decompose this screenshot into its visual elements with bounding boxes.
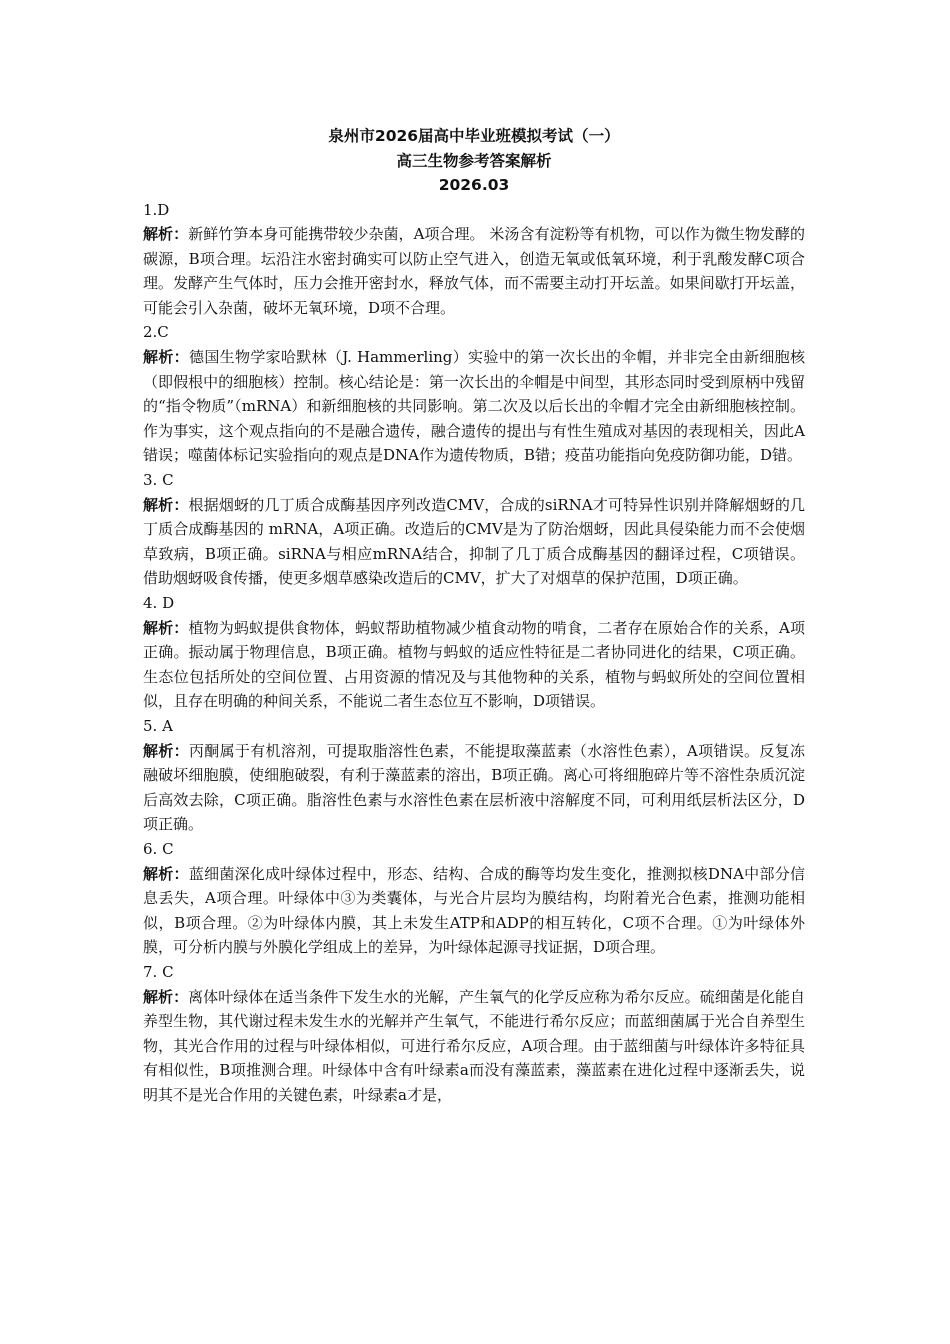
analysis-label: 解析： — [143, 987, 189, 1006]
document-title-line1: 泉州市2026届高中毕业班模拟考试（一） — [328, 127, 620, 145]
question-5 — [143, 714, 805, 837]
question-6 — [143, 837, 805, 960]
analysis-label: 解析： — [143, 741, 189, 760]
analysis-text-5: 丙酮属于有机溶剂，可提取脂溶性色素，不能提取藻蓝素（水溶性色素），A项错误。反复冻融破坏细胞膜，使细胞破裂，有利于藻蓝素的溶出，B项正确。离心可将细胞碎片等不溶性杂质沉淀后高效去除，C项正确。脂溶性色素与水溶性色素在层析液中溶解度不同，可利用纸层析法区分，D项正确。 — [143, 741, 805, 834]
question-3 — [143, 468, 805, 591]
analysis-5 — [143, 739, 805, 837]
answer-5: 5. A — [143, 716, 173, 735]
document-title-line2: 高三生物参考答案解析 — [396, 151, 552, 170]
analysis-label: 解析： — [143, 618, 189, 637]
question-7 — [143, 960, 805, 1108]
analysis-3 — [143, 493, 805, 591]
question-2 — [143, 320, 805, 468]
question-1 — [143, 198, 805, 321]
analysis-2 — [143, 345, 805, 468]
analysis-text-7: 离体叶绿体在适当条件下发生水的光解，产生氧气的化学反应称为希尔反应。硫细菌是化能自养型生物，其代谢过程未发生水的光解并产生氧气，不能进行希尔反应；而蓝细菌属于光合自养型生物，其光合作用的过程与叶绿体相似，可进行希尔反应，A项合理。由于蓝细菌与叶绿体许多特征具有相似性，B项推测合理。叶绿体中含有叶绿素a而没有藻蓝素，藻蓝素在进化过程中逐渐丢失，说明其不是光合作用的关键色素，叶绿素a才是， — [143, 987, 805, 1104]
analysis-label: 解析： — [143, 864, 189, 883]
analysis-label: 解析： — [143, 495, 189, 514]
analysis-label: 解析： — [143, 225, 189, 244]
answer-1: 1.D — [143, 200, 170, 219]
answer-2: 2.C — [143, 323, 169, 342]
analysis-text-6: 蓝细菌深化成叶绿体过程中，形态、结构、合成的酶等均发生变化，推测拟核DNA中部分信息丢失，A项合理。叶绿体中③为类囊体，与光合片层均为膜结构，均附着光合色素，推测功能相似，B项合理。②为叶绿体内膜，其上未发生ATP和ADP的相互转化，C项不合理。①为叶绿体外膜，可分析内膜与外膜化学组成上的差异，为叶绿体起源寻找证据，D项合理。 — [143, 864, 805, 957]
analysis-4 — [143, 616, 805, 714]
analysis-text-2: 德国生物学家哈默林（J. Hammerling）实验中的第一次长出的伞帽，并非完全由新细胞核（即假根中的细胞核）控制。核心结论是：第一次长出的伞帽是中间型，其形态同时受到原柄中残留的“指令物质”（mRNA）和新细胞核的共同影响。第二次及以后长出的伞帽才完全由新细胞核控制。作为事实，这个观点指向的不是融合遗传，融合遗传的提出与有性生殖成对基因的表现相关，因此A错误；噬菌体标记实验指向的观点是DNA作为遗传物质，B错；疫苗功能指向免疫防御功能，D错。 — [143, 348, 805, 465]
question-4 — [143, 591, 805, 714]
analysis-text-4: 植物为蚂蚁提供食物体，蚂蚁帮助植物减少植食动物的啃食，二者存在原始合作的关系，A项正确。振动属于物理信息，B项正确。植物与蚂蚁的适应性特征是二者协同进化的结果，C项正确。生态位包括所处的空间位置、占用资源的情况及与其他物种的关系，植物与蚂蚁所处的空间位置相似，且存在明确的种间关系，不能说二者生态位互不影响，D项错误。 — [143, 618, 805, 711]
analysis-7 — [143, 985, 805, 1108]
answer-7: 7. C — [143, 962, 174, 981]
answer-4: 4. D — [143, 594, 175, 612]
analysis-6 — [143, 862, 805, 960]
answer-3: 3. C — [143, 471, 174, 490]
analysis-text-3: 根据烟蚜的几丁质合成酶基因序列改造CMV，合成的siRNA才可特异性识别并降解烟蚜的几丁质合成酶基因的 mRNA，A项正确。改造后的CMV是为了防治烟蚜，因此具侵染能力而不会使烟草致病，B项正确。siRNA与相应mRNA结合，抑制了几丁质合成酶基因的翻译过程，C项错误。 借助烟蚜吸食传播，使更多烟草感染改造后的CMV，扩大了对烟草的保护范围，D项正确。 — [143, 495, 805, 588]
document-date: 2026.03 — [438, 176, 510, 194]
answer-key-page — [143, 124, 805, 1107]
analysis-text-1: 新鲜竹笋本身可能携带较少杂菌，A项合理。 米汤含有淀粉等有机物，可以作为微生物发酵的碳源，B项合理。坛沿注水密封确实可以防止空气进入，创造无氧或低氧环境，利于乳酸发酵C项合理。发酵产生气体时，压力会推开密封水，释放气体，而不需要主动打开坛盖。如果间歇打开坛盖，可能会引入杂菌，破坏无氧环境，D项不合理。 — [143, 225, 805, 317]
analysis-1 — [143, 222, 805, 320]
analysis-label: 解析： — [143, 348, 189, 367]
answer-6: 6. C — [143, 839, 174, 858]
